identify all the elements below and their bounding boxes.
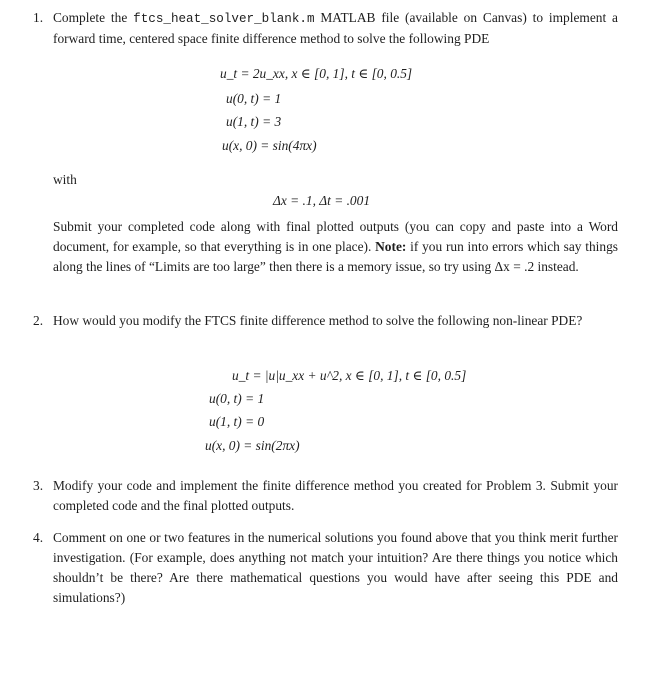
problem-2-bc-left: u(0, t) = 1 — [209, 391, 265, 406]
problem-1-pde: u_t = 2u_xx, x ∈ [0, 1], t ∈ [0, 0.5] — [220, 66, 413, 81]
problem-3 — [33, 476, 618, 516]
problem-2-initial-condition: u(x, 0) = sin(2πx) — [205, 438, 300, 453]
problem-2 — [33, 311, 618, 331]
problem-2-bc-right: u(1, t) = 0 — [209, 414, 265, 429]
problem-4 — [33, 528, 618, 608]
problem-1-bc-right: u(1, t) = 3 — [226, 114, 282, 129]
problem-1-submit-paragraph — [33, 217, 618, 277]
problem-3-text: Modify your code and implement the finite difference method you created for Problem 3. Submit your completed code and the final plotted outputs. — [53, 478, 618, 513]
matlab-filename: ftcs_heat_solver_blank.m — [133, 12, 315, 26]
with-label: with — [53, 172, 77, 187]
problem-4-text: Comment on one or two features in the numerical solutions you found above that you think merit further investigation. (For example, does anything not match your intuition? Are there things you notice which shouldn’t be there? Are there mathematical questions you would have after seeing this PDE and simulations?) — [53, 530, 618, 605]
problem-1-initial-condition: u(x, 0) = sin(4πx) — [222, 138, 317, 153]
problem-3-number: 3. — [33, 478, 44, 493]
problem-2-pde: u_t = |u|u_xx + u^2, x ∈ [0, 1], t ∈ [0, 0.5] — [232, 368, 467, 383]
submit-instructions: Submit your completed code along with final plotted outputs (you can copy and paste into a Word document, for example, so that everything is in one place). — [53, 219, 618, 254]
problem-1-bc-left: u(0, t) = 1 — [226, 91, 282, 106]
step-sizes: Δx = .1, Δt = .001 — [273, 193, 371, 208]
note-text: if you run into errors which say things along the lines of “Limits are too large” then there is a memory issue, so try using Δx = .2 instead. — [53, 239, 618, 274]
problem-1 — [33, 8, 618, 49]
problem-1-number: 1. — [33, 10, 44, 25]
problem-1-intro: Complete the ftcs_heat_solver_blank.m MATLAB file (available on Canvas) to implement a forward time, centered space finite difference method to solve the following PDE — [53, 10, 618, 46]
problem-4-number: 4. — [33, 530, 44, 545]
problem-2-number: 2. — [33, 313, 44, 328]
problem-2-text: How would you modify the FTCS finite difference method to solve the following non-linear PDE? — [53, 313, 583, 328]
note-label: Note: — [375, 239, 407, 254]
